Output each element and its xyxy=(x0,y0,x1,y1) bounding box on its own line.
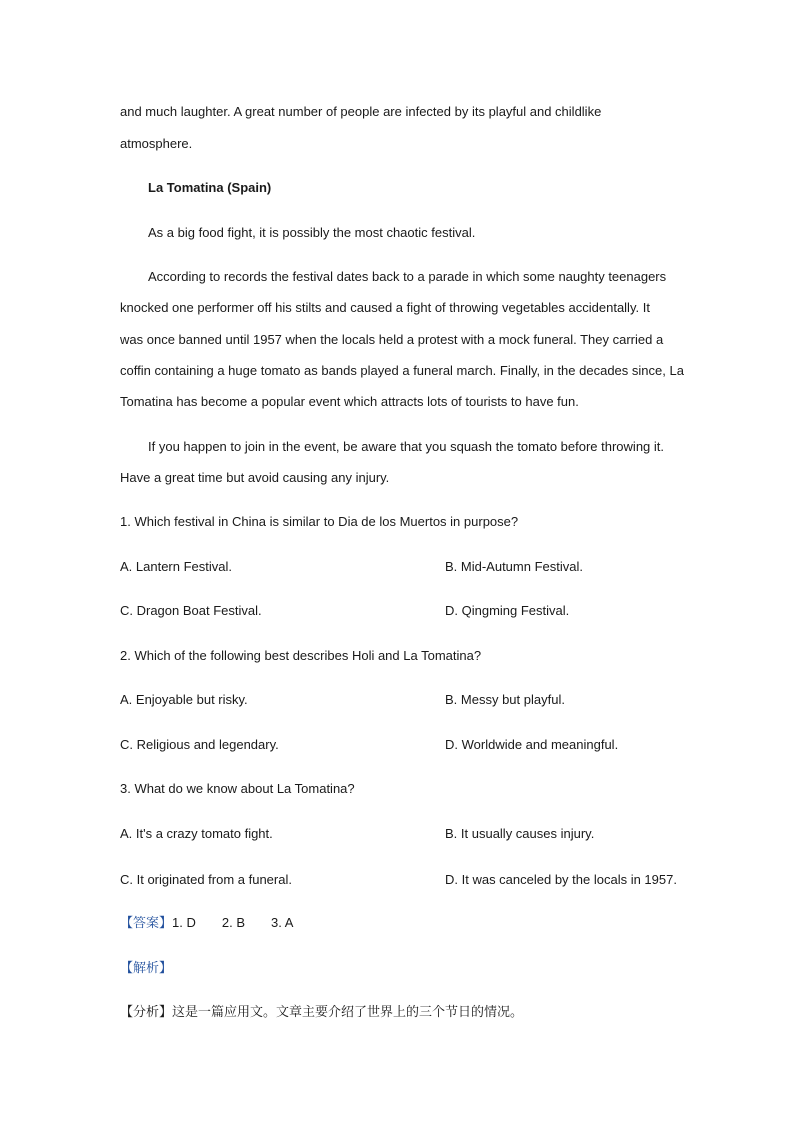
paragraph-line: knocked one performer off his stilts and caused a fight of throwing vegetables accidentally. It xyxy=(120,300,650,315)
summary-line xyxy=(120,1004,523,1020)
question-stem: 3. What do we know about La Tomatina? xyxy=(120,781,355,796)
option: A. Lantern Festival. xyxy=(120,559,232,574)
answer-label: 【答案】 xyxy=(120,915,173,930)
paragraph-line: If you happen to join in the event, be aware that you squash the tomato before throwing it. xyxy=(148,439,665,454)
option: A. Enjoyable but risky. xyxy=(120,692,248,707)
question-stem: 2. Which of the following best describes Holi and La Tomatina? xyxy=(120,648,482,663)
paragraph-line: coffin containing a huge tomato as bands played a funeral march. Finally, in the decades since, La xyxy=(120,363,684,378)
option: D. Worldwide and meaningful. xyxy=(445,737,619,752)
paragraph-line: atmosphere. xyxy=(120,136,193,151)
option: C. It originated from a funeral. xyxy=(120,872,292,887)
option: D. It was canceled by the locals in 1957. xyxy=(445,872,677,887)
paragraph-line: and much laughter. A great number of people are infected by its playful and childlike xyxy=(120,104,602,119)
answer-item: 1. D xyxy=(172,915,196,930)
option: B. Mid-Autumn Festival. xyxy=(445,559,583,574)
question-stem: 1. Which festival in China is similar to Dia de los Muertos in purpose? xyxy=(120,514,519,529)
option: B. Messy but playful. xyxy=(445,692,565,707)
paragraph-line: Tomatina has become a popular event which attracts lots of tourists to have fun. xyxy=(120,394,579,409)
summary-text: 这是一篇应用文。文章主要介绍了世界上的三个节日的情况。 xyxy=(172,1004,524,1019)
answer-line xyxy=(120,915,319,931)
paragraph-line: was once banned until 1957 when the locals held a protest with a mock funeral. They carried a xyxy=(120,332,664,347)
paragraph-line: Have a great time but avoid causing any injury. xyxy=(120,470,390,485)
answer-item: 2. B xyxy=(221,915,245,930)
section-heading: La Tomatina (Spain) xyxy=(148,180,272,195)
paragraph-line: According to records the festival dates back to a parade in which some naughty teenagers xyxy=(148,269,667,284)
summary-label: 【分析】 xyxy=(120,1004,173,1019)
paragraph-line: As a big food fight, it is possibly the most chaotic festival. xyxy=(148,225,476,240)
analysis-label: 【解析】 xyxy=(120,960,173,975)
option: B. It usually causes injury. xyxy=(445,826,595,841)
option: C. Religious and legendary. xyxy=(120,737,279,752)
answer-item: 3. A xyxy=(270,915,294,930)
option: A. It's a crazy tomato fight. xyxy=(120,826,273,841)
option: C. Dragon Boat Festival. xyxy=(120,603,262,618)
option: D. Qingming Festival. xyxy=(445,603,570,618)
